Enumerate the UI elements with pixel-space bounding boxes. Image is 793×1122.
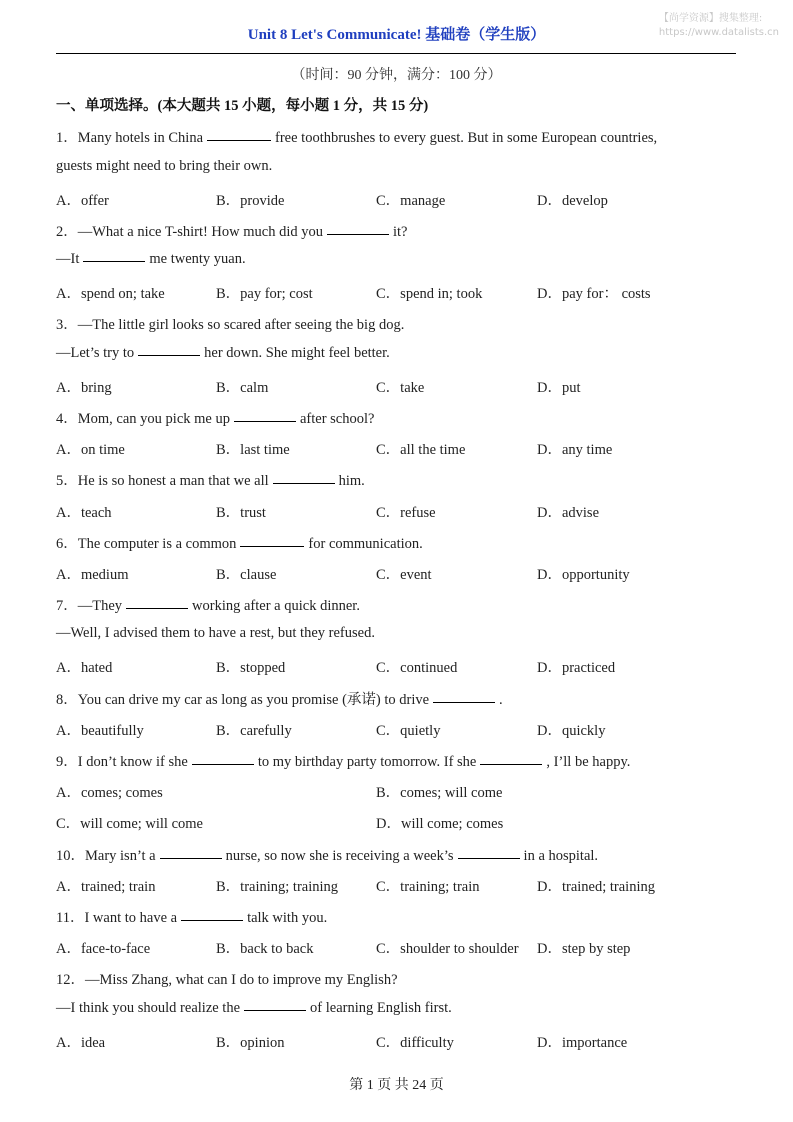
option-d: D．opportunity (537, 567, 630, 583)
option-b: B．provide (216, 193, 285, 209)
question-text: 6．The computer is a common (56, 536, 237, 552)
question-text: for communication. (308, 536, 423, 552)
answer-blank (126, 607, 188, 609)
option-a: A．trained; train (56, 879, 156, 895)
option-c: C．manage (376, 193, 446, 209)
option-d: D．pay for： costs (537, 286, 651, 302)
question-text: it? (393, 224, 408, 240)
section-heading: 一、单项选择。(本大题共 15 小题，每小题 1 分，共 15 分) (56, 98, 429, 114)
answer-blank (433, 701, 495, 703)
answer-blank (244, 1009, 306, 1011)
option-d: D．any time (537, 442, 613, 458)
question-text: 2．—What a nice T-shirt! How much did you (56, 224, 323, 240)
question-text: —Let’s try to (56, 345, 135, 361)
answer-blank (207, 139, 271, 141)
option-a: A．on time (56, 442, 125, 458)
question-9 (56, 750, 630, 771)
option-d: D．step by step (537, 941, 631, 957)
question-12-cont (56, 1000, 452, 1017)
question-2-cont (56, 251, 246, 268)
option-b: B．training; training (216, 879, 339, 895)
question-text: 9．I don’t know if she (56, 754, 188, 770)
option-c: C．will come; will come (56, 816, 203, 832)
question-text: her down. She might feel better. (204, 345, 390, 361)
option-b: B．opinion (216, 1035, 285, 1051)
question-7 (56, 594, 360, 615)
option-c: C．spend in; took (376, 286, 483, 302)
question-8 (56, 688, 503, 709)
option-c: C．refuse (376, 505, 436, 521)
option-b: B．carefully (216, 723, 292, 739)
option-a: A．beautifully (56, 723, 144, 739)
question-text: . (499, 692, 503, 708)
question-text: —I think you should realize the (56, 1000, 241, 1016)
option-c: C．take (376, 380, 425, 396)
answer-blank (327, 233, 389, 235)
watermark-line-2: https://www.datalists.cn (658, 27, 779, 38)
option-a: A．teach (56, 505, 112, 521)
option-d: D．develop (537, 193, 608, 209)
question-3: 3．—The little girl looks so scared after seeing the big dog. (56, 317, 405, 333)
question-12: 12．—Miss Zhang, what can I do to improve my English? (56, 972, 398, 988)
question-text: free toothbrushes to every guest. But in some European countries, (275, 130, 658, 146)
option-c: C．event (376, 567, 432, 583)
question-1 (56, 126, 657, 147)
answer-blank (273, 482, 335, 484)
option-b: B．calm (216, 380, 269, 396)
option-b: B．comes; will come (376, 785, 503, 801)
question-text: in a hospital. (523, 848, 599, 864)
question-text: nurse, so now she is receiving a week’s (225, 848, 454, 864)
option-d: D．practiced (537, 660, 616, 676)
option-d: D．quickly (537, 723, 606, 739)
option-a: A．offer (56, 193, 109, 209)
answer-blank (458, 857, 520, 859)
answer-blank (83, 260, 145, 262)
question-text: 4．Mom, can you pick me up (56, 411, 230, 427)
option-a: A．comes; comes (56, 785, 163, 801)
question-text: 5．He is so honest a man that we all (56, 473, 269, 489)
question-text: 11．I want to have a (56, 910, 178, 926)
question-text: 7．—They (56, 598, 123, 614)
question-text: 1．Many hotels in China (56, 130, 204, 146)
option-a: A．medium (56, 567, 129, 583)
question-text: —It (56, 251, 80, 267)
answer-blank (160, 857, 222, 859)
answer-blank (480, 763, 542, 765)
question-6 (56, 532, 423, 553)
question-10 (56, 844, 598, 865)
question-text: 8．You can drive my car as long as you promise (承诺) to drive (56, 692, 430, 708)
question-text: working after a quick dinner. (192, 598, 360, 614)
option-b: B．back to back (216, 941, 314, 957)
question-text: him. (338, 473, 365, 489)
option-a: A．face-to-face (56, 941, 151, 957)
question-7-cont: —Well, I advised them to have a rest, but they refused. (56, 625, 375, 641)
option-c: C．shoulder to shoulder (376, 941, 519, 957)
question-5 (56, 469, 365, 490)
option-d: D．importance (537, 1035, 628, 1051)
option-b: B．stopped (216, 660, 286, 676)
question-text: , I’ll be happy. (546, 754, 631, 770)
option-d: D．trained; training (537, 879, 655, 895)
option-b: B．trust (216, 505, 266, 521)
question-1-cont: guests might need to bring their own. (56, 158, 273, 174)
answer-blank (138, 354, 200, 356)
option-d: D．advise (537, 505, 600, 521)
option-a: A．idea (56, 1035, 106, 1051)
option-d: D．will come; comes (376, 816, 504, 832)
watermark-line-1: 【尚学资源】搜集整理: (658, 13, 763, 24)
option-c: C．quietly (376, 723, 441, 739)
question-text: 10．Mary isn’t a (56, 848, 156, 864)
question-text: of learning English first. (310, 1000, 452, 1016)
page-title: Unit 8 Let's Communicate! 基础卷（学生版） (247, 27, 546, 43)
option-a: A．spend on; take (56, 286, 165, 302)
option-c: C．difficulty (376, 1035, 454, 1051)
question-text: after school? (299, 411, 375, 427)
page-number: 第 1 页 共 24 页 (349, 1078, 444, 1093)
option-b: B．clause (216, 567, 277, 583)
question-text: me twenty yuan. (149, 251, 246, 267)
answer-blank (240, 545, 304, 547)
question-text: talk with you. (247, 910, 328, 926)
question-11 (56, 906, 327, 927)
header-rule (56, 53, 736, 54)
option-c: C．training; train (376, 879, 480, 895)
question-2 (56, 220, 408, 241)
exam-meta: （时间：90 分钟，满分：100 分） (291, 68, 502, 83)
option-b: B．last time (216, 442, 290, 458)
option-a: A．hated (56, 660, 113, 676)
option-c: C．all the time (376, 442, 466, 458)
question-3-cont (56, 345, 390, 362)
option-b: B．pay for; cost (216, 286, 313, 302)
option-d: D．put (537, 380, 581, 396)
question-text: to my birthday party tomorrow. If she (257, 754, 477, 770)
answer-blank (234, 420, 296, 422)
option-c: C．continued (376, 660, 458, 676)
option-a: A．bring (56, 380, 112, 396)
answer-blank (192, 763, 254, 765)
question-4 (56, 407, 374, 428)
answer-blank (181, 919, 243, 921)
